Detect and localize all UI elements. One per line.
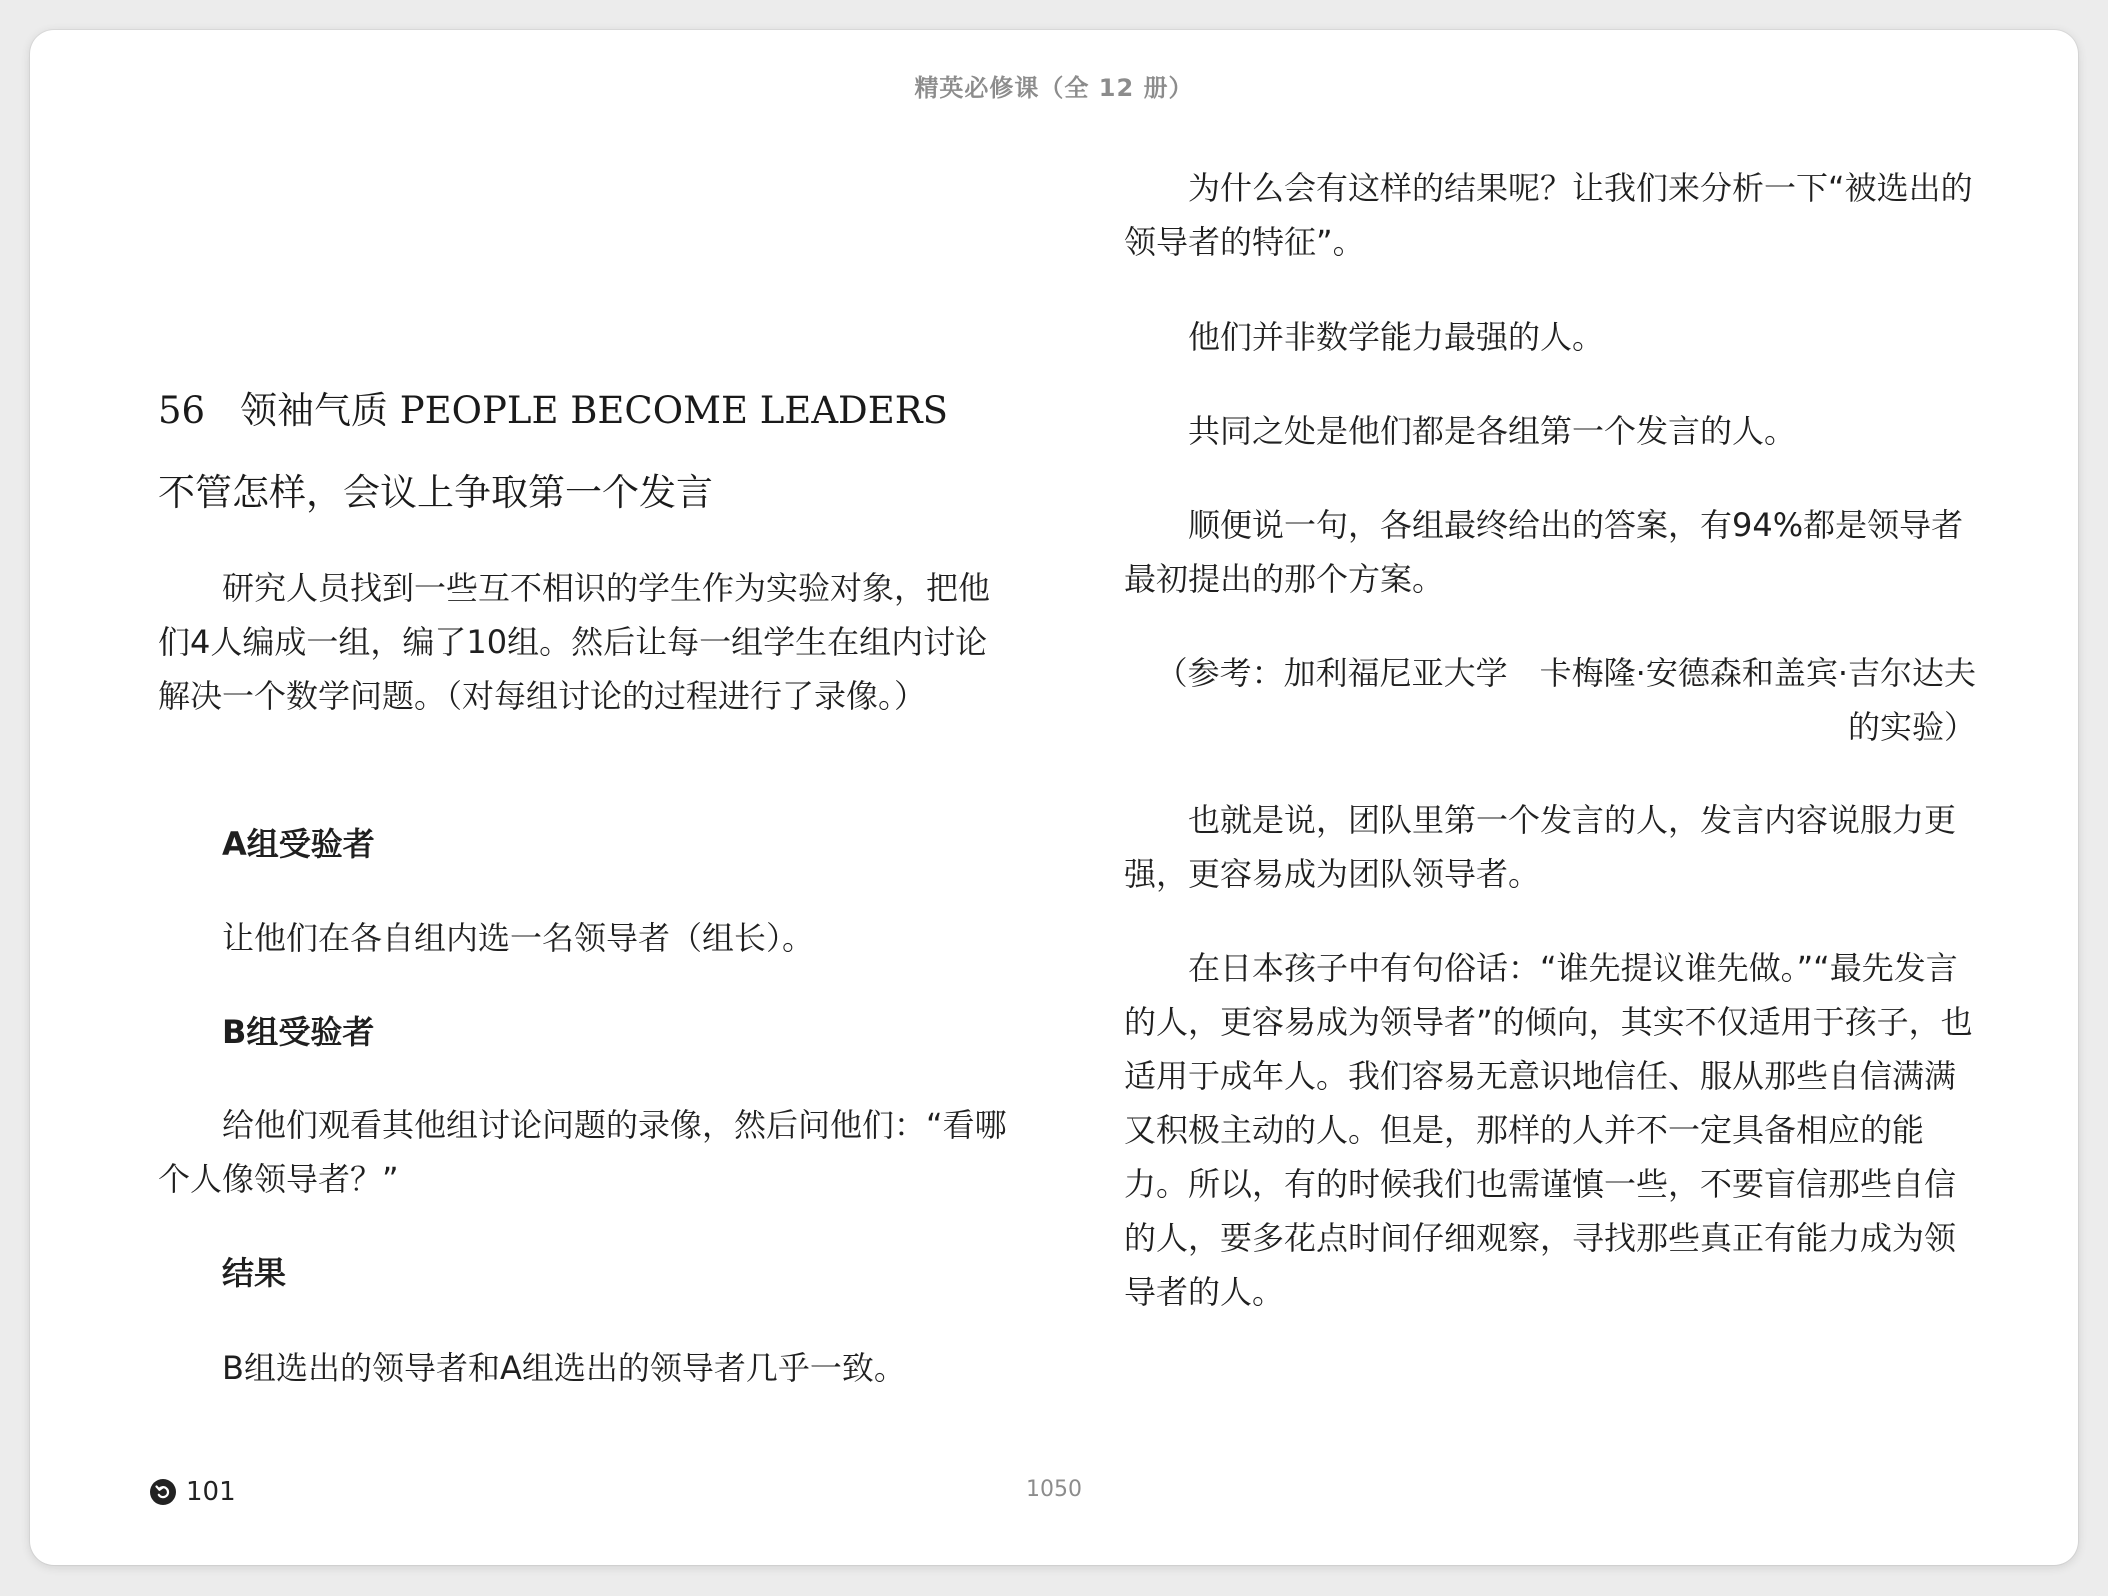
progress-value: 101 <box>186 1477 236 1507</box>
book-title: 精英必修课（全 12 册） <box>914 74 1194 102</box>
right-paragraph-3: 共同之处是他们都是各组第一个发言的人。 <box>1188 412 1797 450</box>
group-a-heading: A组受验者 <box>222 825 375 863</box>
result-text: B组选出的领导者和A组选出的领导者几乎一致。 <box>222 1349 906 1387</box>
chapter-title: 领袖气质 PEOPLE BECOME LEADERS <box>240 389 948 432</box>
group-a-text: 让他们在各自组内选一名领导者（组长）。 <box>222 919 815 957</box>
intro-paragraph: 研究人员找到一些互不相识的学生作为实验对象，把他们4人编成一组，编了10组。然后让每一组学生在组内讨论解决一个数学问题。（对每组讨论的过程进行了录像。） <box>158 569 991 715</box>
right-paragraph-4: 顺便说一句，各组最终给出的答案，有94%都是领导者最初提出的那个方案。 <box>1124 506 1964 598</box>
page-number: 1050 <box>1026 1477 1082 1502</box>
right-paragraph-2: 他们并非数学能力最强的人。 <box>1188 318 1605 356</box>
reader-window <box>30 30 2078 1565</box>
group-b-heading: B组受验者 <box>222 1013 375 1051</box>
result-heading: 结果 <box>222 1254 287 1292</box>
right-paragraph-5: 也就是说，团队里第一个发言的人，发言内容说服力更强，更容易成为团队领导者。 <box>1124 801 1957 893</box>
chapter-number: 56 <box>158 389 206 432</box>
reference-note: （参考：加利福尼亚大学 卡梅隆·安德森和盖宾·吉尔达夫的实验） <box>1155 654 1976 746</box>
right-paragraph-1: 为什么会有这样的结果呢？让我们来分析一下“被选出的领导者的特征”。 <box>1124 169 1973 261</box>
right-paragraph-6: 在日本孩子中有句俗话：“谁先提议谁先做。”“最先发言的人，更容易成为领导者”的倾向，其实不仅适用于孩子，也适用于成年人。我们容易无意识地信任、服从那些自信满满又积极主动的人。但是，那样的人并不一定具备相应的能力。所以，有的时候我们也需谨慎一些，不要盲信那些自信的人，要多花点时间仔细观察，寻找那些真正有能力成为领导者的人。 <box>1124 949 1973 1311</box>
group-b-text: 给他们观看其他组讨论问题的录像，然后问他们：“看哪个人像领导者？” <box>158 1106 1007 1198</box>
section-heading: 不管怎样，会议上争取第一个发言 <box>158 471 713 514</box>
chapter-heading <box>158 380 1038 434</box>
